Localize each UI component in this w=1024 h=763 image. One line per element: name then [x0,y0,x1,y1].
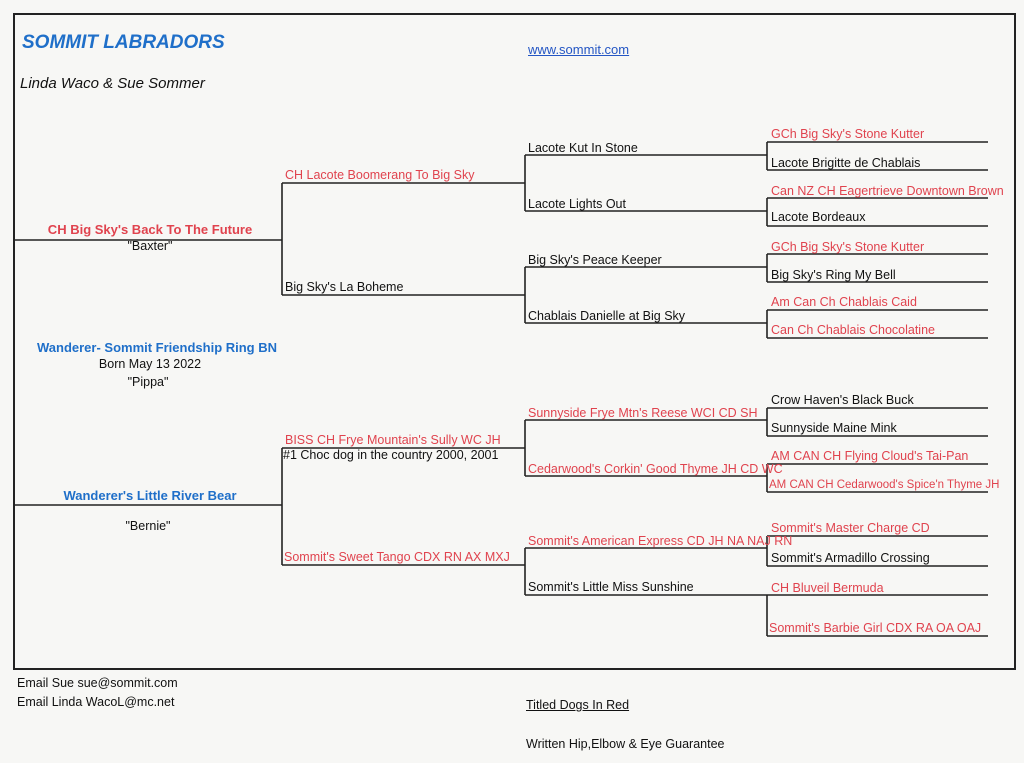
gen4-4: Lacote Bordeaux [771,210,866,224]
gen3-1: Lacote Kut In Stone [528,141,638,155]
sire-name: CH Big Sky's Back To The Future [47,222,253,237]
gen3-2: Lacote Lights Out [528,197,626,211]
email-sue: Email Sue sue@sommit.com [17,676,178,690]
sire-dam: Big Sky's La Boheme [285,280,404,294]
owners-line: Linda Waco & Sue Sommer [20,75,205,92]
dam-sire-note: #1 Choc dog in the country 2000, 2001 [283,448,499,462]
gen4-15: CH Bluveil Bermuda [771,581,884,595]
kennel-title: SOMMIT LABRADORS [22,32,225,53]
dam-call-name: "Bernie" [125,519,171,533]
dam-dam: Sommit's Sweet Tango CDX RN AX MXJ [284,550,510,564]
gen3-3: Big Sky's Peace Keeper [528,253,662,267]
gen4-3: Can NZ CH Eagertrieve Downtown Brown [771,184,1004,198]
gen4-7: Am Can Ch Chablais Caid [771,295,917,309]
dam-sire: BISS CH Frye Mountain's Sully WC JH [285,433,501,447]
sire-sire: CH Lacote Boomerang To Big Sky [285,168,475,182]
dam-name: Wanderer's Little River Bear [63,488,237,503]
gen4-11: AM CAN CH Flying Cloud's Tai-Pan [771,449,969,463]
gen3-5: Sunnyside Frye Mtn's Reese WCI CD SH [528,406,758,420]
gen3-7: Sommit's American Express CD JH NA NAJ RN [528,534,793,548]
sire-call-name: "Baxter" [127,239,173,253]
gen3-4: Chablais Danielle at Big Sky [528,309,686,323]
gen4-8: Can Ch Chablais Chocolatine [771,323,935,337]
gen4-1: GCh Big Sky's Stone Kutter [771,127,925,141]
gen4-13: Sommit's Master Charge CD [771,521,930,535]
gen4-14: Sommit's Armadillo Crossing [771,551,930,565]
gen4-10: Sunnyside Maine Mink [771,421,897,435]
subject-call-name: "Pippa" [127,375,169,389]
gen3-8: Sommit's Little Miss Sunshine [528,580,694,594]
gen4-9: Crow Haven's Black Buck [771,393,914,407]
titled-legend: Titled Dogs In Red [526,698,630,712]
gen3-6: Cedarwood's Corkin' Good Thyme JH CD WC [528,462,783,476]
website-link[interactable]: www.sommit.com [528,42,630,57]
subject-born: Born May 13 2022 [98,357,202,371]
gen4-12: AM CAN CH Cedarwood's Spice'n Thyme JH [769,479,1000,491]
gen4-5: GCh Big Sky's Stone Kutter [771,240,925,254]
gen4-6: Big Sky's Ring My Bell [771,268,896,282]
gen4-2: Lacote Brigitte de Chablais [771,156,921,170]
subject-name: Wanderer- Sommit Friendship Ring BN [36,340,278,355]
gen4-16: Sommit's Barbie Girl CDX RA OA OAJ [769,621,982,635]
email-linda: Email Linda WacoL@mc.net [17,695,175,709]
guarantee-text: Written Hip,Elbow & Eye Guarantee [526,737,725,751]
